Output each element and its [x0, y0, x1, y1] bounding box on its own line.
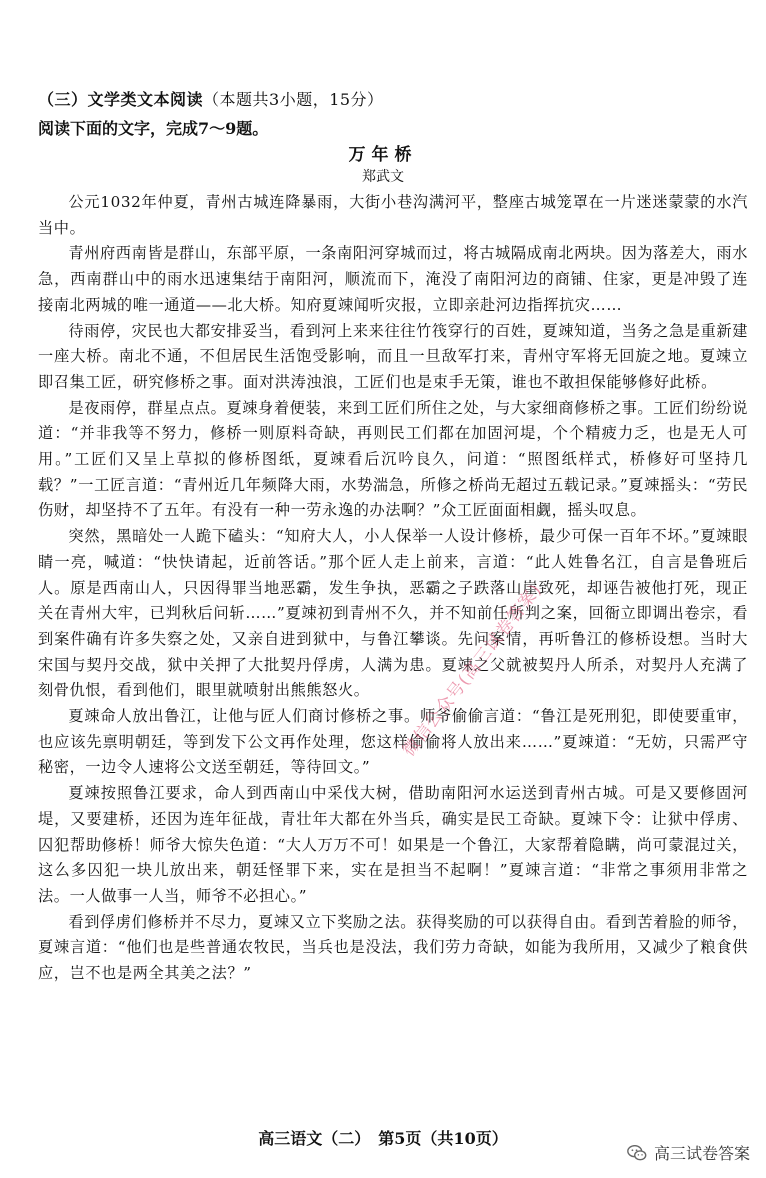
section-heading [38, 87, 384, 110]
section-heading-detail: （本题共3小题，15分） [203, 90, 384, 109]
paragraph: 看到俘虏们修桥并不尽力，夏竦又立下奖励之法。获得奖励的可以获得自由。看到苦着脸的师爷，夏竦言道：“他们也是些普通农牧民，当兵也是没法，我们劳力奇缺，如能为我所用，又减少了粮食供应，岂不也是两全其美之法？” [38, 912, 748, 983]
paragraph: 夏竦命人放出鲁江，让他与匠人们商讨修桥之事。师爷偷偷言道：“鲁江是死刑犯，即使要重审，也应该先禀明朝廷，等到发下公文再作处理，您这样偷偷将人放出来……”夏竦道：“无妨，只需严守秘密，一边令人速将公文送至朝廷，等待回文。” [38, 707, 748, 777]
wechat-icon [626, 1142, 648, 1164]
paragraph: 是夜雨停，群星点点。夏竦身着便装，来到工匠们所住之处，与大家细商修桥之事。工匠们纷纷说道：“并非我等不努力，修桥一则原料奇缺，再则民工们都在加固河堤，个个精疲力乏，也是无人可用。”工匠们又呈上草拟的修桥图纸，夏竦看后沉吟良久，问道：“照图纸样式，桥修好可坚持几载？”一工匠言道：“青州近几年频降大雨，水势湍急，所修之桥尚无超过五载记录。”夏竦摇头：“劳民伤财，却坚持不了五年。有没有一种一劳永逸的办法啊？”众工匠面面相觑，摇头叹息。 [38, 398, 748, 520]
watermark: 微信公众号(高三试卷答案) [398, 580, 546, 761]
brand-label: 高三试卷答案 [653, 1144, 750, 1163]
paragraph: 公元1032年仲夏，青州古城连降暴雨，大街小巷沟满河平，整座古城笼罩在一片迷迷蒙蒙的水汽当中。 [38, 193, 748, 237]
article-title: 万年桥 [348, 145, 418, 165]
page-footer: 高三语文（二） 第5页（共10页） [258, 1129, 508, 1148]
article-body [38, 190, 748, 987]
paragraph: 青州府西南皆是群山，东部平原，一条南阳河穿城而过，将古城隔成南北两块。因为落差大，雨水急，西南群山中的雨水迅速集结于南阳河，顺流而下，淹没了南阳河边的商铺、住家，更是冲毁了连接南北两城的唯一通道——北大桥。知府夏竦闻听灾报，立即亲赴河边指挥抗灾…… [38, 244, 748, 314]
paragraph: 待雨停，灾民也大都安排妥当，看到河上来来往往竹筏穿行的百姓，夏竦知道，当务之急是重新建一座大桥。南北不通，不但居民生活饱受影响，而且一旦敌军打来，青州守军将无回旋之地。夏竦立即召集工匠，研究修桥之事。面对洪涛浊浪，工匠们也是束手无策，谁也不敢担保能够修好此桥。 [38, 321, 748, 391]
paragraph: 夏竦按照鲁江要求，命人到西南山中采伐大树，借助南阳河水运送到青州古城。可是又要修固河堤，又要建桥，还因为连年征战，青壮年大都在外当兵，确实是民工奇缺。夏竦下令：让狱中俘虏、囚犯帮助修桥！师爷大惊失色道：“大人万万不可！如果是一个鲁江，大家帮着隐瞒，尚可蒙混过关，这么多囚犯一块儿放出来，朝廷怪罪下来，实在是担当不起啊！”夏竦言道：“非常之事须用非常之法。一人做事一人当，师爷不必担心。” [38, 784, 748, 905]
section-heading-main: （三）文学类文本阅读 [38, 90, 204, 109]
brand-badge[interactable] [626, 1141, 750, 1164]
reading-instruction: 阅读下面的文字，完成7～9题。 [38, 119, 269, 138]
paragraph: 突然，黑暗处一人跪下磕头：“知府大人，小人保举一人设计修桥，最少可保一百年不坏。”夏竦眼睛一亮，喊道：“快快请起，近前答话。”那个匠人走上前来，言道：“此人姓鲁名江，自言是鲁班后人。原是西南山人，只因得罪当地恶霸，发生争执，恶霸之子跌落山崖致死，却诬告被他打死，现正关在青州大牢，已判秋后问斩……”夏竦初到青州不久，并不知前任所判之案，回衙立即调出卷宗，看到案件确有许多失察之处，又亲自进到狱中，与鲁江攀谈。先问案情，再听鲁江的修桥设想。当时大宋国与契丹交战，狱中关押了大批契丹俘虏，人满为患。夏竦之父就被契丹人所杀，对契丹人充满了刻骨仇恨，看到他们，眼里就喷射出熊熊怒火。 [38, 527, 748, 700]
article-author: 郑武文 [362, 169, 404, 185]
